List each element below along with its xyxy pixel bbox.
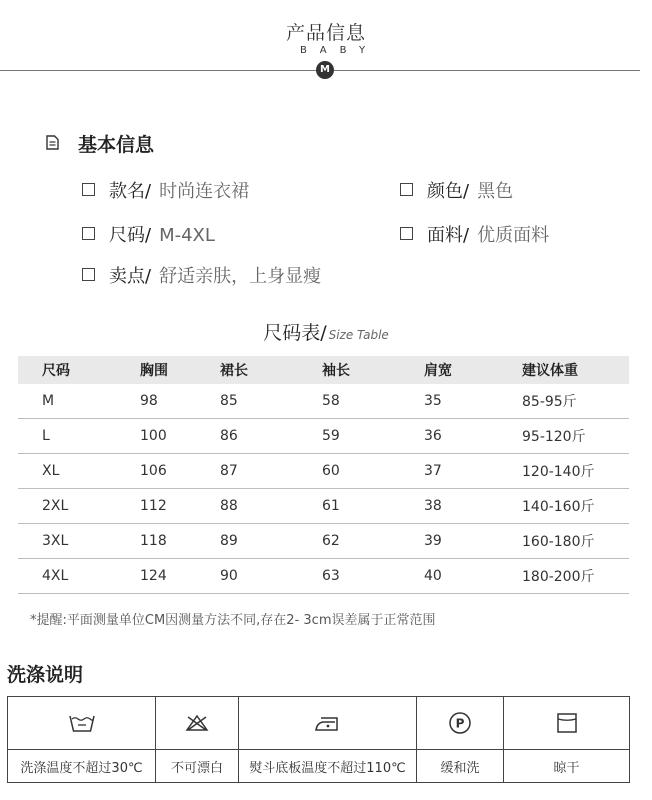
wash-label: 熨斗底板温度不超过110℃ bbox=[239, 750, 417, 783]
wash-icon-cell bbox=[156, 697, 239, 750]
table-row bbox=[18, 489, 629, 524]
cell-sleeve: 63 bbox=[322, 559, 424, 594]
checkbox-icon bbox=[82, 183, 95, 196]
checkbox-icon bbox=[400, 227, 413, 240]
info-value: 黑色 bbox=[477, 181, 514, 202]
table-row bbox=[18, 384, 629, 419]
info-value: 时尚连衣裙 bbox=[159, 181, 250, 202]
cell-sleeve: 62 bbox=[322, 524, 424, 559]
cell-shoulder: 35 bbox=[424, 384, 522, 419]
cell-shoulder: 39 bbox=[424, 524, 522, 559]
wash-icon-cell bbox=[8, 697, 156, 750]
cell-chest: 98 bbox=[118, 384, 220, 419]
wash-basin-icon bbox=[68, 713, 96, 733]
checkbox-icon bbox=[82, 227, 95, 240]
cell-weight: 95-120斤 bbox=[522, 419, 629, 454]
cell-shoulder: 38 bbox=[424, 489, 522, 524]
header-size: 尺码 bbox=[18, 356, 118, 384]
wash-table bbox=[7, 696, 630, 783]
cell-size: XL bbox=[18, 454, 118, 489]
document-icon bbox=[46, 135, 59, 150]
cell-size: L bbox=[18, 419, 118, 454]
wash-label: 缓和洗 bbox=[417, 750, 504, 783]
info-value: 舒适亲肤，上身显瘦 bbox=[159, 266, 322, 287]
cell-weight: 140-160斤 bbox=[522, 489, 629, 524]
info-key: 款名/ bbox=[109, 181, 152, 202]
cell-length: 90 bbox=[220, 559, 322, 594]
cell-chest: 118 bbox=[118, 524, 220, 559]
iron-icon bbox=[314, 713, 342, 733]
cell-sleeve: 61 bbox=[322, 489, 424, 524]
wash-icon-cell bbox=[417, 697, 504, 750]
size-table bbox=[18, 356, 629, 594]
page-title: 产品信息 bbox=[285, 22, 366, 44]
cell-weight: 120-140斤 bbox=[522, 454, 629, 489]
info-value: 优质面料 bbox=[477, 225, 550, 246]
checkbox-icon bbox=[82, 268, 95, 281]
wash-label: 洗涤温度不超过30℃ bbox=[8, 750, 156, 783]
wash-label: 不可漂白 bbox=[156, 750, 239, 783]
header-length: 裙长 bbox=[220, 356, 322, 384]
cell-size: M bbox=[18, 384, 118, 419]
wash-labels-row bbox=[8, 750, 630, 783]
size-table-title-cn: 尺码表/ bbox=[263, 322, 327, 344]
cell-chest: 124 bbox=[118, 559, 220, 594]
page-subtitle: BABY bbox=[299, 45, 379, 56]
table-row bbox=[18, 454, 629, 489]
table-row bbox=[18, 559, 629, 594]
cell-sleeve: 58 bbox=[322, 384, 424, 419]
wash-title: 洗涤说明 bbox=[7, 664, 84, 686]
wash-icons-row bbox=[8, 697, 630, 750]
info-value: M-4XL bbox=[159, 225, 215, 246]
measurement-note: *提醒:平面测量单位CM因测量方法不同,存在2- 3cm误差属于正常范围 bbox=[30, 613, 436, 628]
wash-icon-cell bbox=[504, 697, 630, 750]
info-item-selling-point bbox=[82, 262, 321, 288]
header-shoulder: 肩宽 bbox=[424, 356, 522, 384]
dry-clean-letter: P bbox=[455, 716, 465, 731]
cell-shoulder: 40 bbox=[424, 559, 522, 594]
cell-size: 2XL bbox=[18, 489, 118, 524]
cell-size: 3XL bbox=[18, 524, 118, 559]
no-bleach-icon bbox=[185, 713, 209, 733]
dry-square-icon bbox=[556, 712, 578, 734]
header-chest: 胸围 bbox=[118, 356, 220, 384]
wash-label: 晾干 bbox=[504, 750, 630, 783]
cell-length: 85 bbox=[220, 384, 322, 419]
size-table-title-en: Size Table bbox=[328, 328, 389, 342]
wash-icon-cell bbox=[239, 697, 417, 750]
cell-weight: 85-95斤 bbox=[522, 384, 629, 419]
cell-weight: 160-180斤 bbox=[522, 524, 629, 559]
cell-sleeve: 59 bbox=[322, 419, 424, 454]
cell-length: 86 bbox=[220, 419, 322, 454]
header-sleeve: 袖长 bbox=[322, 356, 424, 384]
cell-length: 87 bbox=[220, 454, 322, 489]
header-badge: M bbox=[316, 61, 334, 79]
checkbox-icon bbox=[400, 183, 413, 196]
info-item-size bbox=[82, 221, 215, 247]
info-key: 面料/ bbox=[427, 225, 470, 246]
cell-size: 4XL bbox=[18, 559, 118, 594]
professional-dry-clean-p-icon bbox=[448, 711, 472, 735]
cell-chest: 106 bbox=[118, 454, 220, 489]
info-item-fabric bbox=[400, 221, 549, 247]
cell-length: 88 bbox=[220, 489, 322, 524]
info-item-color bbox=[400, 177, 513, 203]
cell-length: 89 bbox=[220, 524, 322, 559]
cell-chest: 100 bbox=[118, 419, 220, 454]
cell-shoulder: 37 bbox=[424, 454, 522, 489]
cell-sleeve: 60 bbox=[322, 454, 424, 489]
header-weight: 建议体重 bbox=[522, 356, 629, 384]
cell-shoulder: 36 bbox=[424, 419, 522, 454]
basic-info-title: 基本信息 bbox=[78, 134, 155, 156]
size-table-title bbox=[0, 318, 652, 345]
info-key: 卖点/ bbox=[109, 266, 152, 287]
size-table-header bbox=[18, 356, 629, 384]
info-key: 尺码/ bbox=[109, 225, 152, 246]
cell-chest: 112 bbox=[118, 489, 220, 524]
cell-weight: 180-200斤 bbox=[522, 559, 629, 594]
info-key: 颜色/ bbox=[427, 181, 470, 202]
table-row bbox=[18, 419, 629, 454]
info-item-style-name bbox=[82, 177, 249, 203]
table-row bbox=[18, 524, 629, 559]
